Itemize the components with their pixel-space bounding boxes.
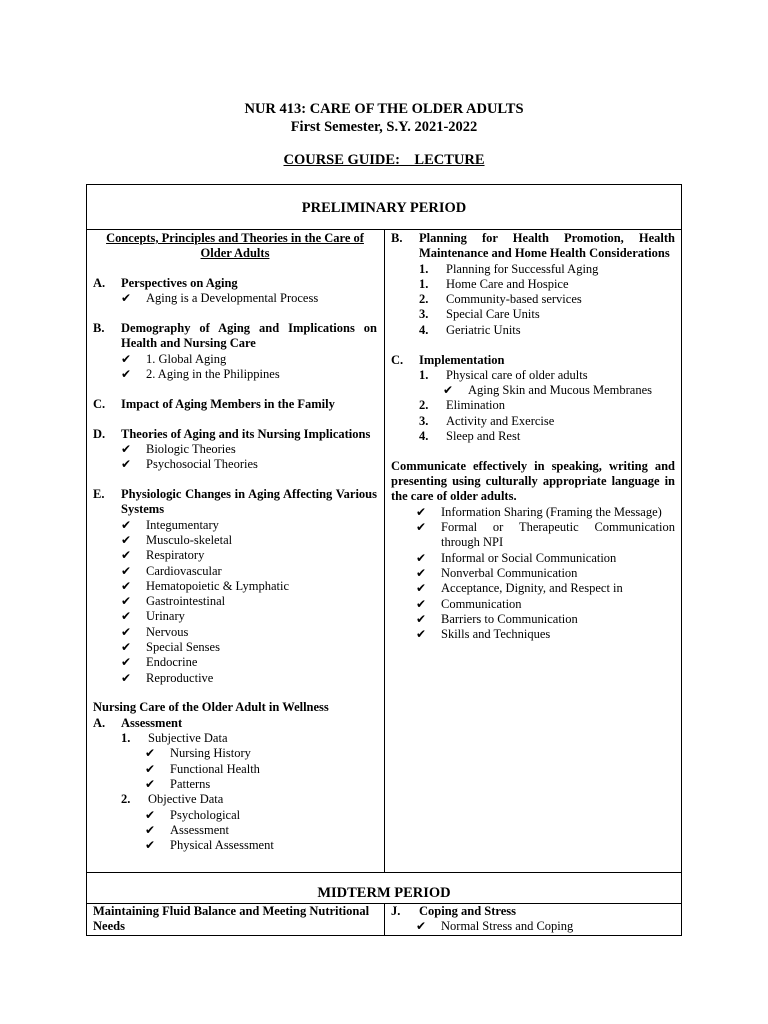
check-item-text: 2. Aging in the Philippines <box>146 367 280 382</box>
checkmark-icon: ✔ <box>121 640 132 655</box>
checklist <box>93 518 377 686</box>
communicate-objective: Communicate effectively in speaking, writing and presenting using culturally appropriate language in the care of older adults. <box>391 458 675 504</box>
check-item <box>121 640 377 655</box>
check-item <box>416 612 675 627</box>
check-item-text: Musculo-skeletal <box>146 532 233 547</box>
course-guide-table <box>86 184 682 936</box>
assessment-heading: A. Assessment <box>93 715 183 730</box>
item-number: 2. <box>419 292 429 307</box>
check-item-text: Barriers to Communication <box>441 611 578 626</box>
checkmark-icon: ✔ <box>121 578 132 593</box>
checkmark-icon: ✔ <box>121 548 132 563</box>
item-text: Community-based services <box>446 292 582 307</box>
preliminary-period-heading: PRELIMINARY PERIOD <box>301 200 467 216</box>
checkmark-icon: ✔ <box>145 822 156 837</box>
check-item-text: Nonverbal Communication <box>441 565 578 580</box>
topic-heading <box>93 427 377 442</box>
check-item-text: Assessment <box>170 822 230 837</box>
check-item <box>121 609 377 624</box>
check-item-text: Information Sharing (Framing the Message) <box>441 504 662 519</box>
column-divider <box>384 229 385 872</box>
check-item <box>145 823 377 838</box>
numbered-item: 1. Subjective Data <box>121 731 228 746</box>
numbered-item <box>419 414 675 429</box>
numbered-item <box>419 292 675 307</box>
item-text: Activity and Exercise <box>446 413 555 428</box>
item-number: 1. <box>419 276 429 291</box>
check-item: ✔ Aging Skin and Mucous Membranes <box>443 383 653 398</box>
check-item-text: Acceptance, Dignity, and Respect in <box>441 581 623 596</box>
check-item <box>121 291 377 306</box>
course-guide-heading: COURSE GUIDE: LECTURE <box>283 152 485 168</box>
midterm-left-column <box>93 904 377 935</box>
checkmark-icon: ✔ <box>416 565 427 580</box>
checkmark-icon: ✔ <box>416 919 427 934</box>
item-text: Home Care and Hospice <box>446 276 569 291</box>
checkmark-icon: ✔ <box>121 563 132 578</box>
topic-letter: D. <box>93 426 106 441</box>
check-item-text: Special Senses <box>146 640 220 655</box>
checkmark-icon: ✔ <box>121 655 132 670</box>
checkmark-icon: ✔ <box>416 611 427 626</box>
check-item-text: Hematopoietic & Lymphatic <box>146 578 290 593</box>
check-item-text: Physical Assessment <box>170 838 274 853</box>
checkmark-icon: ✔ <box>121 624 132 639</box>
checklist <box>93 291 377 306</box>
check-item-text: Biologic Theories <box>146 441 236 456</box>
check-item-text: Communication <box>441 596 522 611</box>
check-item-text: Functional Health <box>170 761 260 776</box>
check-item <box>121 671 377 686</box>
section-title: Concepts, Principles and Theories in the Care of Older Adults <box>106 231 364 261</box>
item-number: 2. <box>419 398 429 413</box>
checkmark-icon: ✔ <box>416 504 427 519</box>
implementation-heading: C. Implementation <box>391 352 505 367</box>
check-item <box>145 762 377 777</box>
item-text: Planning for Successful Aging <box>446 261 599 276</box>
check-item <box>121 518 377 533</box>
check-item-text: Normal Stress and Coping <box>441 919 574 934</box>
check-item-text: Nervous <box>146 624 189 639</box>
topic-title: Impact of Aging Members in the Family <box>121 396 335 411</box>
checkmark-icon: ✔ <box>121 351 132 366</box>
check-item-text: Urinary <box>146 609 185 624</box>
check-item <box>121 594 377 609</box>
topic-section <box>93 397 377 412</box>
numbered-item <box>419 307 675 322</box>
check-item <box>416 581 675 596</box>
topic-heading <box>93 276 377 291</box>
numbered-item <box>419 262 675 277</box>
topic-section <box>93 487 377 686</box>
item-text: Elimination <box>446 398 506 413</box>
checkmark-icon: ✔ <box>121 594 132 609</box>
item-number: 3. <box>419 413 429 428</box>
check-item-text: Reproductive <box>146 670 214 685</box>
check-item-text: Cardiovascular <box>146 563 222 578</box>
check-item <box>416 520 675 551</box>
checkmark-icon: ✔ <box>121 367 132 382</box>
check-item-text: Endocrine <box>146 655 198 670</box>
checkmark-icon: ✔ <box>416 596 427 611</box>
check-item <box>416 627 675 642</box>
checkmark-icon: ✔ <box>121 609 132 624</box>
topic-heading <box>93 321 377 352</box>
check-item-text: Skills and Techniques <box>441 627 551 642</box>
checkmark-icon: ✔ <box>416 627 427 642</box>
topic-section <box>93 276 377 307</box>
preliminary-left-column <box>93 231 377 853</box>
check-item-text: Patterns <box>170 776 211 791</box>
check-item <box>145 746 377 761</box>
column-divider <box>384 903 385 936</box>
check-item-text: Gastrointestinal <box>146 594 226 609</box>
course-title: NUR 413: CARE OF THE OLDER ADULTS <box>244 101 524 117</box>
semester-line: First Semester, S.Y. 2021-2022 <box>290 119 478 135</box>
numbered-item: 1. Physical care of older adults <box>419 367 588 382</box>
check-item <box>416 505 675 520</box>
topic-heading <box>93 397 377 412</box>
item-text: Geriatric Units <box>446 322 521 337</box>
check-item <box>145 838 377 853</box>
check-item <box>121 564 377 579</box>
item-number: 3. <box>419 307 429 322</box>
check-item <box>416 597 675 612</box>
wellness-block <box>93 700 377 853</box>
midterm-right-column <box>391 904 675 935</box>
topic-heading <box>93 487 377 518</box>
check-item <box>121 533 377 548</box>
check-item-text: Psychosocial Theories <box>146 457 258 472</box>
check-item <box>416 566 675 581</box>
checklist <box>93 352 377 383</box>
checkmark-icon: ✔ <box>121 670 132 685</box>
topic-section <box>93 427 377 473</box>
topic-title: Physiologic Changes in Aging Affecting Various Systems <box>121 487 377 517</box>
check-item <box>121 625 377 640</box>
check-item-text: Informal or Social Communication <box>441 550 617 565</box>
checkmark-icon: ✔ <box>121 457 132 472</box>
numbered-item <box>419 323 675 338</box>
numbered-item <box>419 398 675 413</box>
check-item <box>121 457 377 472</box>
check-item-text: Nursing History <box>170 746 251 761</box>
check-item <box>121 655 377 670</box>
checkmark-icon: ✔ <box>121 517 132 532</box>
check-item <box>416 919 675 934</box>
checkmark-icon: ✔ <box>145 761 156 776</box>
topic-title: Perspectives on Aging <box>121 276 238 291</box>
item-text: Sleep and Rest <box>446 429 521 444</box>
check-item <box>121 352 377 367</box>
check-item <box>416 551 675 566</box>
checkmark-icon: ✔ <box>121 532 132 547</box>
checkmark-icon: ✔ <box>145 807 156 822</box>
check-item <box>121 579 377 594</box>
checkmark-icon: ✔ <box>121 441 132 456</box>
check-item <box>121 367 377 382</box>
check-item <box>121 442 377 457</box>
check-item-text: Psychological <box>170 807 241 822</box>
midterm-period-heading: MIDTERM PERIOD <box>317 885 451 901</box>
topic-letter: C. <box>93 396 106 411</box>
topic-letter: A. <box>93 276 106 291</box>
check-item-text: Formal or Therapeutic Communication through NPI <box>441 520 675 550</box>
coping-heading: J. Coping and Stress <box>391 904 517 918</box>
checkmark-icon: ✔ <box>416 581 427 596</box>
wellness-title: Nursing Care of the Older Adult in Wellness <box>93 700 329 715</box>
check-item <box>145 808 377 823</box>
item-number: 4. <box>419 322 429 337</box>
checkmark-icon: ✔ <box>121 291 132 306</box>
checkmark-icon: ✔ <box>443 383 454 398</box>
planning-heading: B. Planning for Health Promotion, Health Maintenance and Home Health Considerations <box>391 231 675 261</box>
topic-title: Theories of Aging and its Nursing Implications <box>121 426 371 441</box>
check-item-text: Aging is a Developmental Process <box>146 291 319 306</box>
check-item <box>121 548 377 563</box>
check-item-text: 1. Global Aging <box>146 351 227 366</box>
check-item-text: Integumentary <box>146 517 219 532</box>
numbered-item <box>419 429 675 444</box>
check-item-text: Respiratory <box>146 548 205 563</box>
checkmark-icon: ✔ <box>416 550 427 565</box>
preliminary-right-column <box>391 231 675 642</box>
checkmark-icon: ✔ <box>145 838 156 853</box>
numbered-item: 2. Objective Data <box>121 792 224 807</box>
item-number: 1. <box>419 261 429 276</box>
midterm-left-title: Maintaining Fluid Balance and Meeting Nutritional Needs <box>93 904 370 934</box>
checkmark-icon: ✔ <box>145 746 156 761</box>
item-text: Special Care Units <box>446 307 540 322</box>
topic-title: Demography of Aging and Implications on Health and Nursing Care <box>121 321 377 351</box>
numbered-item <box>419 277 675 292</box>
topic-letter: E. <box>93 487 105 502</box>
check-item <box>145 777 377 792</box>
item-number: 4. <box>419 429 429 444</box>
topic-letter: B. <box>93 321 105 336</box>
checkmark-icon: ✔ <box>145 776 156 791</box>
checkmark-icon: ✔ <box>416 520 427 535</box>
checklist <box>93 442 377 473</box>
table-divider <box>87 872 681 873</box>
topic-section <box>93 321 377 382</box>
